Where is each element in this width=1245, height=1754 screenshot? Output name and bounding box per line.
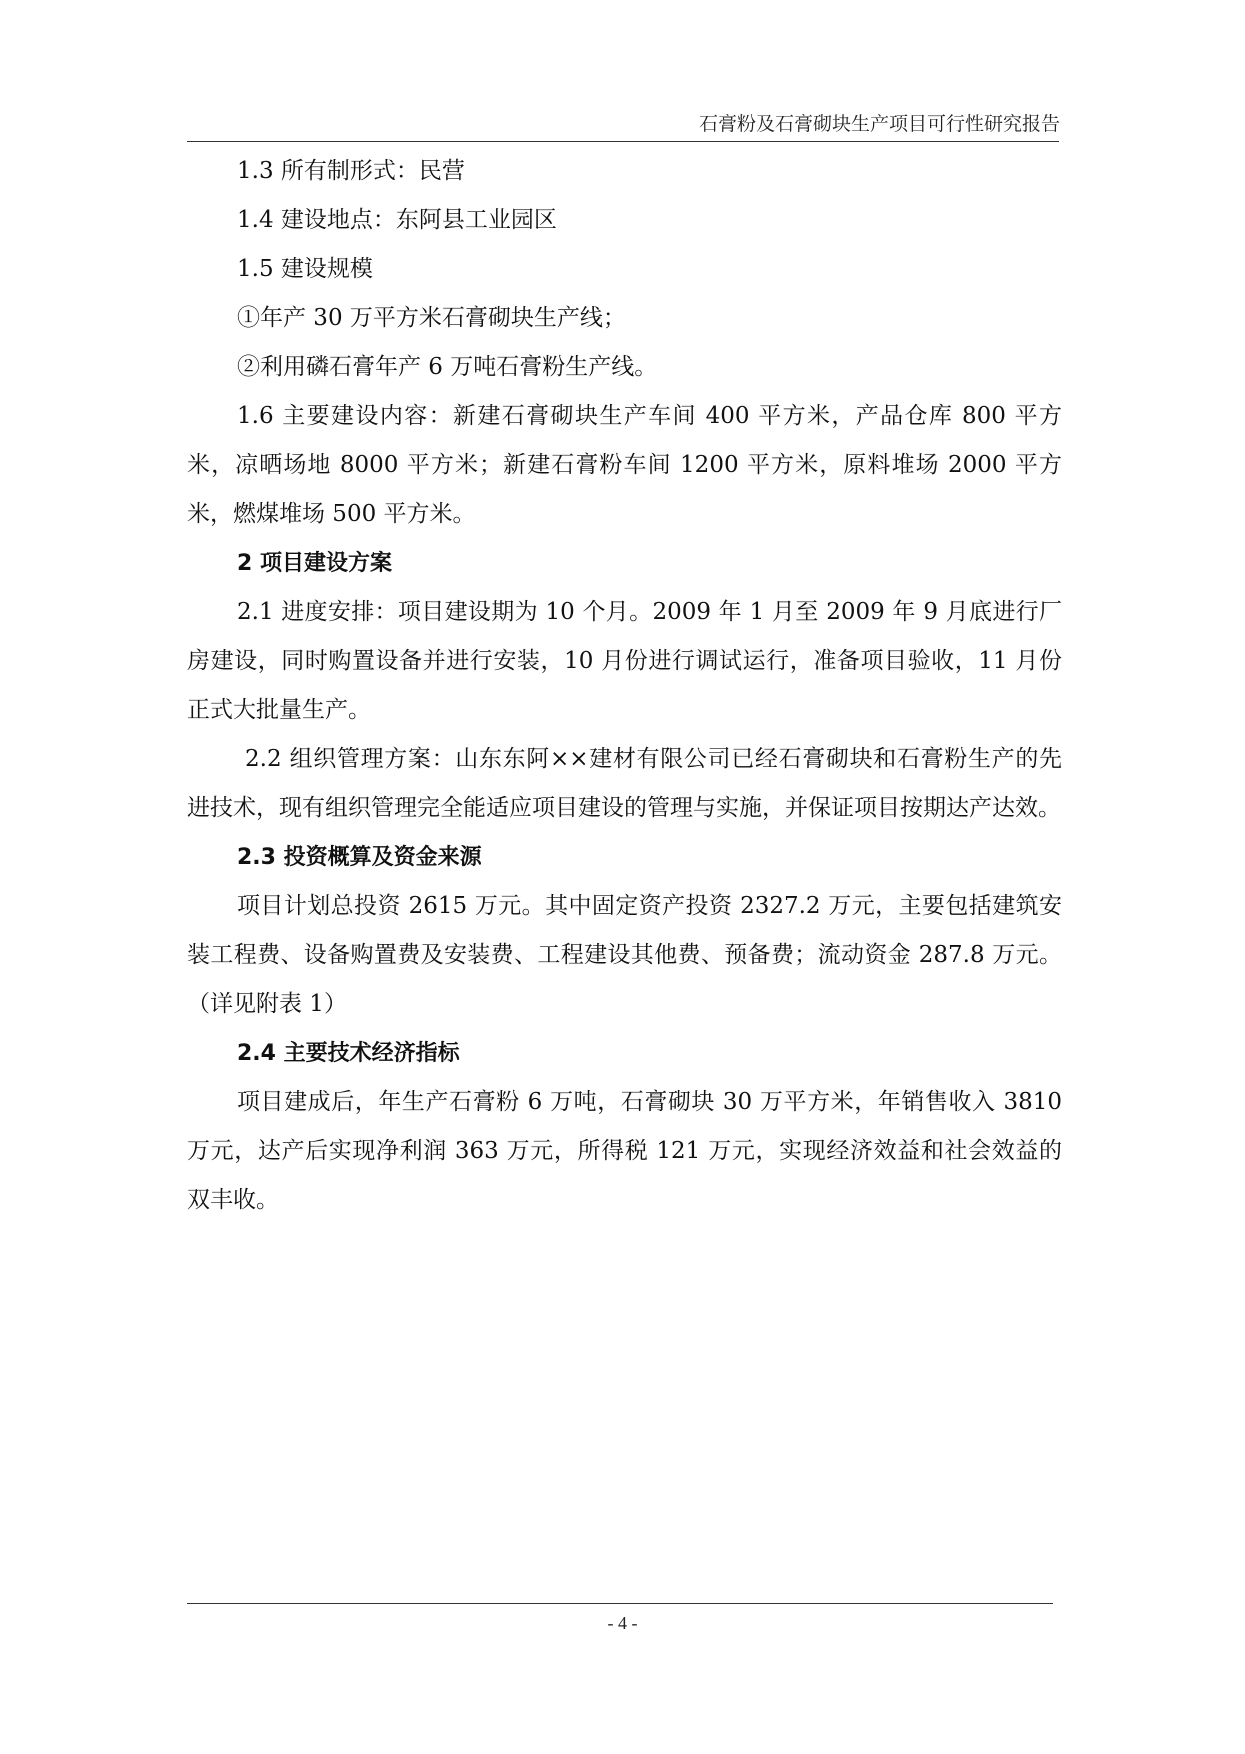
section-heading-2: 2 项目建设方案 — [237, 551, 392, 576]
scale-item-2: ②利用磷石膏年产 6 万吨石膏粉生产线。 — [237, 354, 658, 380]
footer-divider — [187, 1603, 1053, 1604]
document-body — [187, 147, 1062, 1225]
construction-content-paragraph: 1.6 主要建设内容：新建石膏砌块生产车间 400 平方米，产品仓库 800 平方米，凉晒场地 8000 平方米；新建石膏粉车间 1200 平方米，原料堆场 2000 平方米，燃煤堆场 500 平方米。 — [187, 403, 1062, 527]
location-paragraph: 1.4 建设地点：东阿县工业园区 — [237, 207, 557, 233]
scale-item-1: ①年产 30 万平方米石膏砌块生产线； — [237, 305, 626, 331]
section-heading-2-4: 2.4 主要技术经济指标 — [237, 1041, 460, 1066]
organization-paragraph: 2.2 组织管理方案：山东东阿××建材有限公司已经石膏砌块和石膏粉生产的先进技术，现有组织管理完全能适应项目建设的管理与实施，并保证项目按期达产达效。 — [187, 746, 1062, 821]
indicators-paragraph: 项目建成后，年生产石膏粉 6 万吨，石膏砌块 30 万平方米，年销售收入 3810 万元，达产后实现净利润 363 万元，所得税 121 万元，实现经济效益和社会效益的双丰收。 — [187, 1089, 1062, 1213]
schedule-paragraph: 2.1 进度安排：项目建设期为 10 个月。2009 年 1 月至 2009 年 9 月底进行厂房建设，同时购置设备并进行安装，10 月份进行调试运行，准备项目验收，11 月份正式大批量生产。 — [187, 599, 1062, 723]
page-number: - 4 - — [607, 1613, 638, 1633]
running-header-title: 石膏粉及石膏砌块生产项目可行性研究报告 — [698, 113, 1060, 135]
scale-heading-paragraph: 1.5 建设规模 — [237, 256, 373, 282]
ownership-paragraph: 1.3 所有制形式：民营 — [237, 158, 465, 184]
investment-paragraph: 项目计划总投资 2615 万元。其中固定资产投资 2327.2 万元，主要包括建筑安装工程费、设备购置费及安装费、工程建设其他费、预备费；流动资金 287.8 万元。（详见附表 1） — [187, 893, 1062, 1017]
header-divider — [187, 141, 1059, 142]
section-heading-2-3: 2.3 投资概算及资金来源 — [237, 845, 482, 870]
